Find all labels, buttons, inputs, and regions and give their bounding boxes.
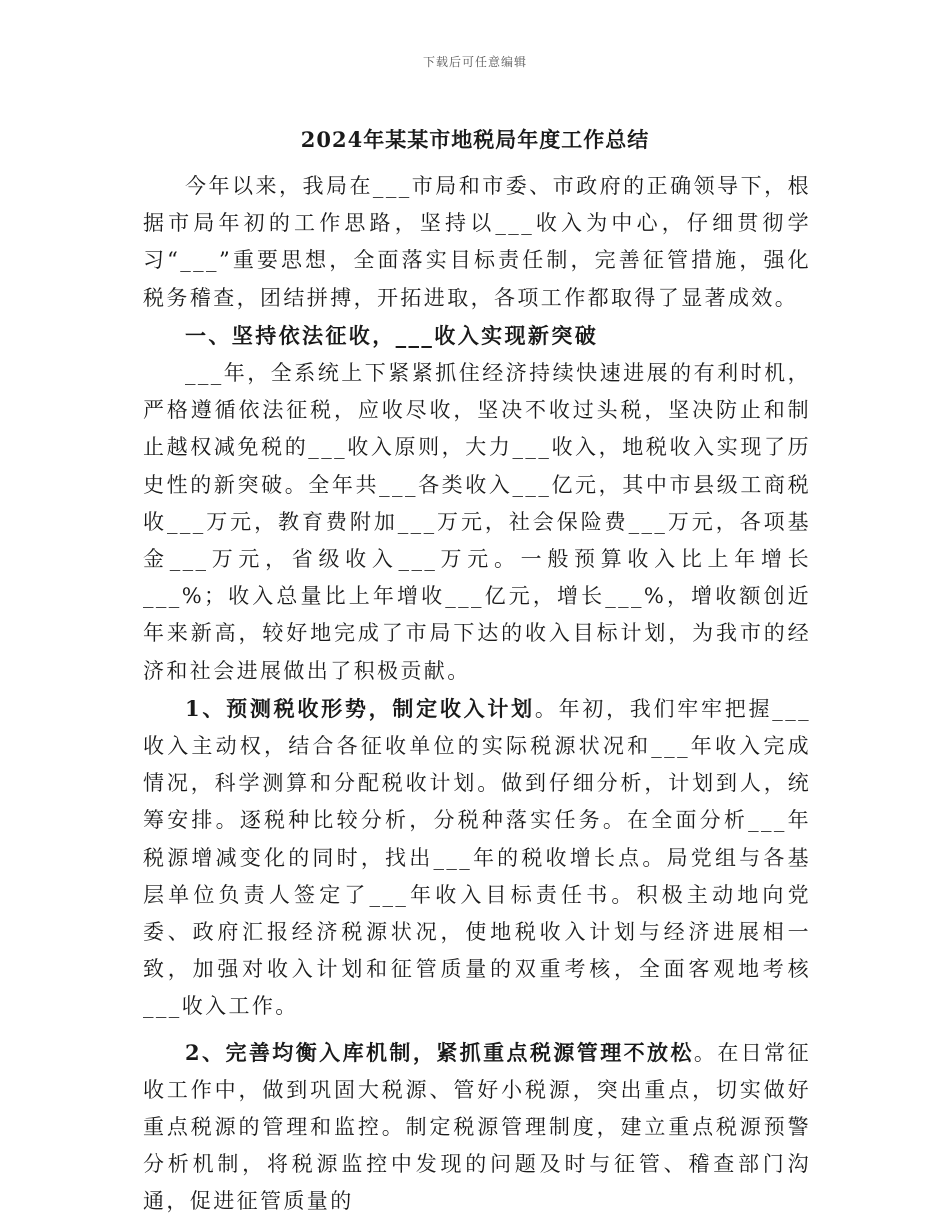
- paragraph-item-2: [143, 1034, 811, 1221]
- section-heading-1: [143, 317, 811, 355]
- item-1-text: 。年初，我们牢牢把握___收入主动权，结合各征收单位的实际税源状况和___年收入完成情况，科学测算和分配税收计划。做到仔细分析，计划到人，统筹安排。逐税种比较分析，分税种落实任务。在全面分析___年税源增减变化的同时，找出___年的税收增长点。局党组与各基层单位负责人签定了___年收入目标责任书。积极主动地向党委、政府汇报经济税源状况，使地税收入计划与经济进展相一致，加强对收入计划和征管质量的双重考核，全面客观地考核___收入工作。: [143, 696, 811, 1019]
- section-heading-1-text: 一、坚持依法征收，___收入实现新突破: [185, 322, 599, 348]
- paragraph-item-1: [143, 690, 811, 1026]
- document-title: 2024年某某市地税局年度工作总结: [300, 127, 650, 152]
- item-2-text: 。在日常征收工作中，做到巩固大税源、管好小税源，突出重点，切实做好重点税源的管理和监控。制定税源管理制度，建立重点税源预警分析机制，将税源监控中发现的问题及时与征管、稽查部门沟通，促进征管质量的: [143, 1040, 811, 1214]
- paragraph-intro-text: 今年以来，我局在___市局和市委、市政府的正确领导下，根据市局年初的工作思路，坚持以___收入为中心，仔细贯彻学习“___”重要思想，全面落实目标责任制，完善征管措施，强化税务稽查，团结拼搏，开拓进取，各项工作都取得了显著成效。: [143, 174, 811, 310]
- item-1-heading: 1、预测税收形势，制定收入计划: [185, 695, 535, 721]
- document-body: [143, 168, 811, 1221]
- paragraph-revenue-text: ___年，全系统上下紧紧抓住经济持续快速进展的有利时机，严格遵循依法征税，应收尽收，坚决不收过头税，坚决防止和制止越权减免税的___收入原则，大力___收入，地税收入实现了历史性的新突破。全年共___各类收入___亿元，其中市县级工商税收___万元，教育费附加___万元，社会保险费___万元，各项基金___万元，省级收入___万元。一般预算收入比上年增长___%；收入总量比上年增收___亿元，增长___%，增收额创近年来新高，较好地完成了市局下达的收入目标计划，为我市的经济和社会进展做出了积极贡献。: [143, 361, 811, 683]
- item-2-heading: 2、完善均衡入库机制，紧抓重点税源管理不放松: [185, 1039, 694, 1065]
- paragraph-revenue: [143, 355, 811, 690]
- page-header: 下载后可任意编辑: [422, 55, 527, 69]
- paragraph-intro: [143, 168, 811, 317]
